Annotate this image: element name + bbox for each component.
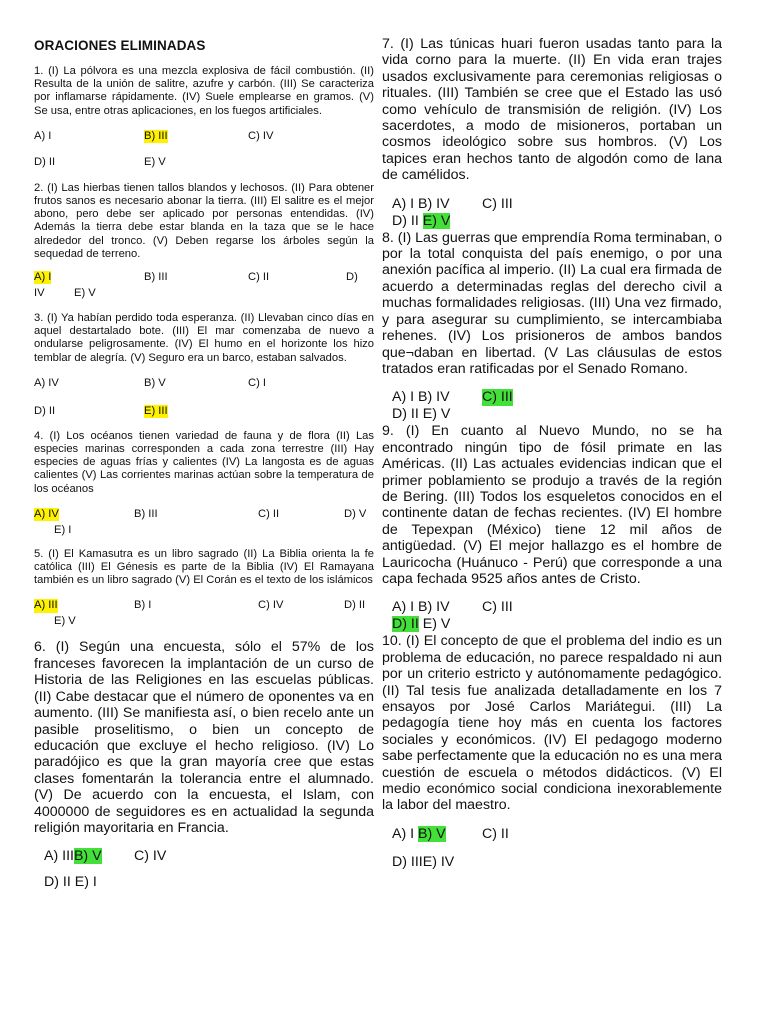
option-e: E) I: [54, 523, 72, 536]
question-6-options-row-1: [34, 848, 374, 866]
option-e-selected: E) V: [422, 212, 451, 229]
option-c: C) IV: [248, 129, 274, 142]
question-8-text: 8. (I) Las guerras que emprendía Roma terminaban, o por la total conquista del país enemigo, o por una anexión pacífica al imperio. (II) La cual era firmada de acuerdo a determinadas reglas del derecho civil a muchas formalidades religiosas. (III) Una vez firmado, y para asegurar su cumplimiento, se intercambiaba rehenes. (IV) Los prisioneros de ambos bandos que¬daban en libertad. (V Las cláusulas de estos tratados eran ratificadas por el Senado Romano.: [382, 229, 722, 377]
option-c: C) II: [258, 507, 280, 520]
question-4-options-row-2: [34, 524, 374, 540]
question-7-options-row-2: [382, 213, 722, 230]
option-e: E) V: [74, 287, 96, 300]
option-c: C) II: [248, 271, 270, 284]
option-e: E) V: [54, 615, 76, 628]
question-7-options-row-1: [382, 196, 722, 213]
right-column: [382, 36, 722, 872]
question-6-options-ab: [44, 848, 102, 864]
option-d-value: IV: [34, 287, 45, 300]
question-8-options-row-2: [382, 406, 722, 423]
option-b: B) III: [144, 271, 168, 284]
option-c: C) II: [482, 825, 509, 842]
question-7-options-de: [392, 213, 450, 229]
option-c: C) I: [248, 376, 267, 389]
option-a: A) I: [392, 825, 419, 842]
question-1-text: 1. (I) La pólvora es una mezcla explosiva de fácil combustión. (II) Resulta de la unión de salitre, azufre y carbón. (III) Se caracteriza por inflamarse rápidamente. (IV) Suele emplearse en gramos. (V) Se usa, entre otras aplicaciones, en los fuegos artificiales.: [34, 65, 374, 117]
question-4-options-row-1: [34, 508, 374, 524]
option-d-e: D) IIIE) IV: [392, 853, 455, 870]
option-d: D): [346, 271, 358, 284]
option-d-e: D) II E) V: [392, 406, 451, 423]
question-6-text: 6. (I) Según una encuesta, sólo el 57% de los franceses favorecen la implantación de un curso de Historia de las Religiones en las escuelas públicas. (II) Cabe destacar que el número de oponentes va en aumento. (III) Se manifiesta así, o bien recelo ante un pasible proselitismo, o bien un concepto de educación que excluye el hecho religioso. (IV) Lo paradójico es que la gran mayoría cree que estas clases fomentarán la tolerancia entre el alumnado. (V) De acuerdo con la encuesta, el Islam, con 4000000 de seguidores es en actualidad la segunda religión mayoritaria en Francia.: [34, 639, 374, 836]
option-b: B) III: [134, 507, 158, 520]
question-3-options-row-2: [34, 405, 374, 421]
option-c: C) III: [482, 599, 513, 616]
option-e-selected: E) III: [144, 404, 168, 417]
option-b: B) I: [134, 599, 152, 612]
option-a: A) IV: [34, 376, 59, 389]
question-10-options-row-1: [382, 826, 722, 844]
question-2-text: 2. (I) Las hierbas tienen tallos blandos y lechosos. (II) Para obtener frutos sanos es necesario abonar la tierra. (III) El salitre es el mejor abono, pero debe ser aplicado por personas entendidas. (IV) Además la tierra debe estar blanda en la taza que se le hace alrededor del tronco. (V) Deben regarse los árboles según la sequedad de terreno.: [34, 181, 374, 260]
option-c: C) IV: [258, 599, 284, 612]
option-b-selected: B) III: [144, 129, 168, 142]
option-a: A) I: [34, 129, 52, 142]
question-7-text: 7. (I) Las túnicas huari fueron usadas tanto para la vida corno para la muerte. (II) En vida eran trajes usados exclusivamente para ceremonias religiosas o rituales. (III) También se cree que el Estado las usó como vehículo de transmisión de religión. (IV) Los sacerdotes, a modo de misioneros, portaban un cosmos ideológico sobre sus hombros. (V) Los tapices eran hechos tanto de algodón como de lana de camélidos.: [382, 36, 722, 184]
option-d-selected: D) II: [392, 616, 419, 633]
question-1-options-row-2: [34, 156, 374, 172]
option-a: A) III: [44, 848, 74, 865]
question-5-options-row-2: [34, 615, 374, 631]
question-10-options-ab: [392, 826, 446, 842]
option-a-b: A) I B) IV: [392, 195, 450, 212]
option-d: D) II: [344, 599, 366, 612]
option-a-selected: A) I: [34, 271, 52, 284]
option-a-b: A) I B) IV: [392, 599, 450, 616]
option-d: D) II: [34, 404, 56, 417]
option-d: D) II: [34, 155, 56, 168]
option-a-selected: A) III: [34, 599, 58, 612]
option-a-b: A) I B) IV: [392, 389, 450, 406]
question-9-text: 9. (I) En cuanto al Nuevo Mundo, no se ha encontrado ningún tipo de fósil primate en las Américas. (II) Las actuales evidencias indican que el primer poblamiento se produjo a través de la región de Bering. (III) Todos los esqueletos conocidos en el continente datan de fechas recientes. (IV) El hombre de Tepexpan (México) tiene 12 mil años de antigüedad. (V) El mejor hallazgo es el hombre de Lauricocha (Huánuco - Perú) que corresponde a una capa fechada 9525 años antes de Cristo.: [382, 423, 722, 587]
option-a-selected: A) IV: [34, 507, 59, 520]
question-2-options-row-1: [34, 271, 374, 287]
question-9-options-row-2: [382, 616, 722, 633]
option-b-selected: B) V: [418, 825, 446, 842]
page-title: ORACIONES ELIMINADAS: [34, 38, 206, 53]
question-4-text: 4. (I) Los océanos tienen variedad de fauna y de flora (II) Las especies marinas corresponden a cada zona terrestre (III) Hay especies de aguas frías y calientes (IV) La langosta es de aguas calientes (V) Las corrientes marinas actúan sobre la temperatura de los océanos: [34, 429, 374, 495]
option-d: D) V: [344, 507, 367, 520]
question-5-options-row-1: [34, 599, 374, 615]
question-1-options-row-1: [34, 130, 374, 146]
question-2-options-row-2: [34, 287, 374, 303]
option-c: C) IV: [134, 848, 167, 865]
left-column: [34, 38, 374, 892]
question-9-options-de: [392, 616, 450, 632]
option-e: E) V: [144, 155, 166, 168]
option-c-selected: C) III: [482, 389, 513, 406]
option-d: D) II: [392, 212, 423, 229]
option-d-e: D) II E) I: [44, 874, 97, 891]
question-8-options-row-1: [382, 389, 722, 406]
question-3-text: 3. (I) Ya habían perdido toda esperanza. (II) Llevaban cinco días en aquel destartalado bote. (III) El mar comenzaba de nuevo a ondularse peligrosamente. (IV) El humo en el horizonte los hizo temblar de alegría. (V) Seguro era un barco, estaban salvados.: [34, 312, 374, 364]
question-10-text: 10. (I) El concepto de que el problema del indio es un problema de educación, no parece respaldado ni aun por un criterio estricto y autónomamente pedagógico. (II) Tal tesis fue analizada detalladamente en los 7 ensayos por José Carlos Mariátegui. (III) La pedagogía tiene hoy más en cuenta los factores sociales y económicos. (IV) El pedagogo moderno sabe perfectamente que la educación no es una mera cuestión de escuela o métodos didácticos. (V) El medio económico social condiciona inexorablemente la labor del maestro.: [382, 633, 722, 814]
option-e: E) V: [418, 616, 451, 633]
option-b: B) V: [144, 376, 166, 389]
question-9-options-row-1: [382, 599, 722, 616]
option-b-selected: B) V: [73, 848, 102, 865]
question-10-options-row-2: [382, 854, 722, 872]
question-6-options-row-2: [34, 874, 374, 892]
question-3-options-row-1: [34, 377, 374, 393]
option-c: C) III: [482, 195, 513, 212]
question-5-text: 5. (I) El Kamasutra es un libro sagrado (II) La Biblia orienta la fe católica (III) El Génesis es parte de la Biblia (IV) El Ramayana también es un libro sagrado (V) El Corán es el texto de los islámicos: [34, 547, 374, 587]
